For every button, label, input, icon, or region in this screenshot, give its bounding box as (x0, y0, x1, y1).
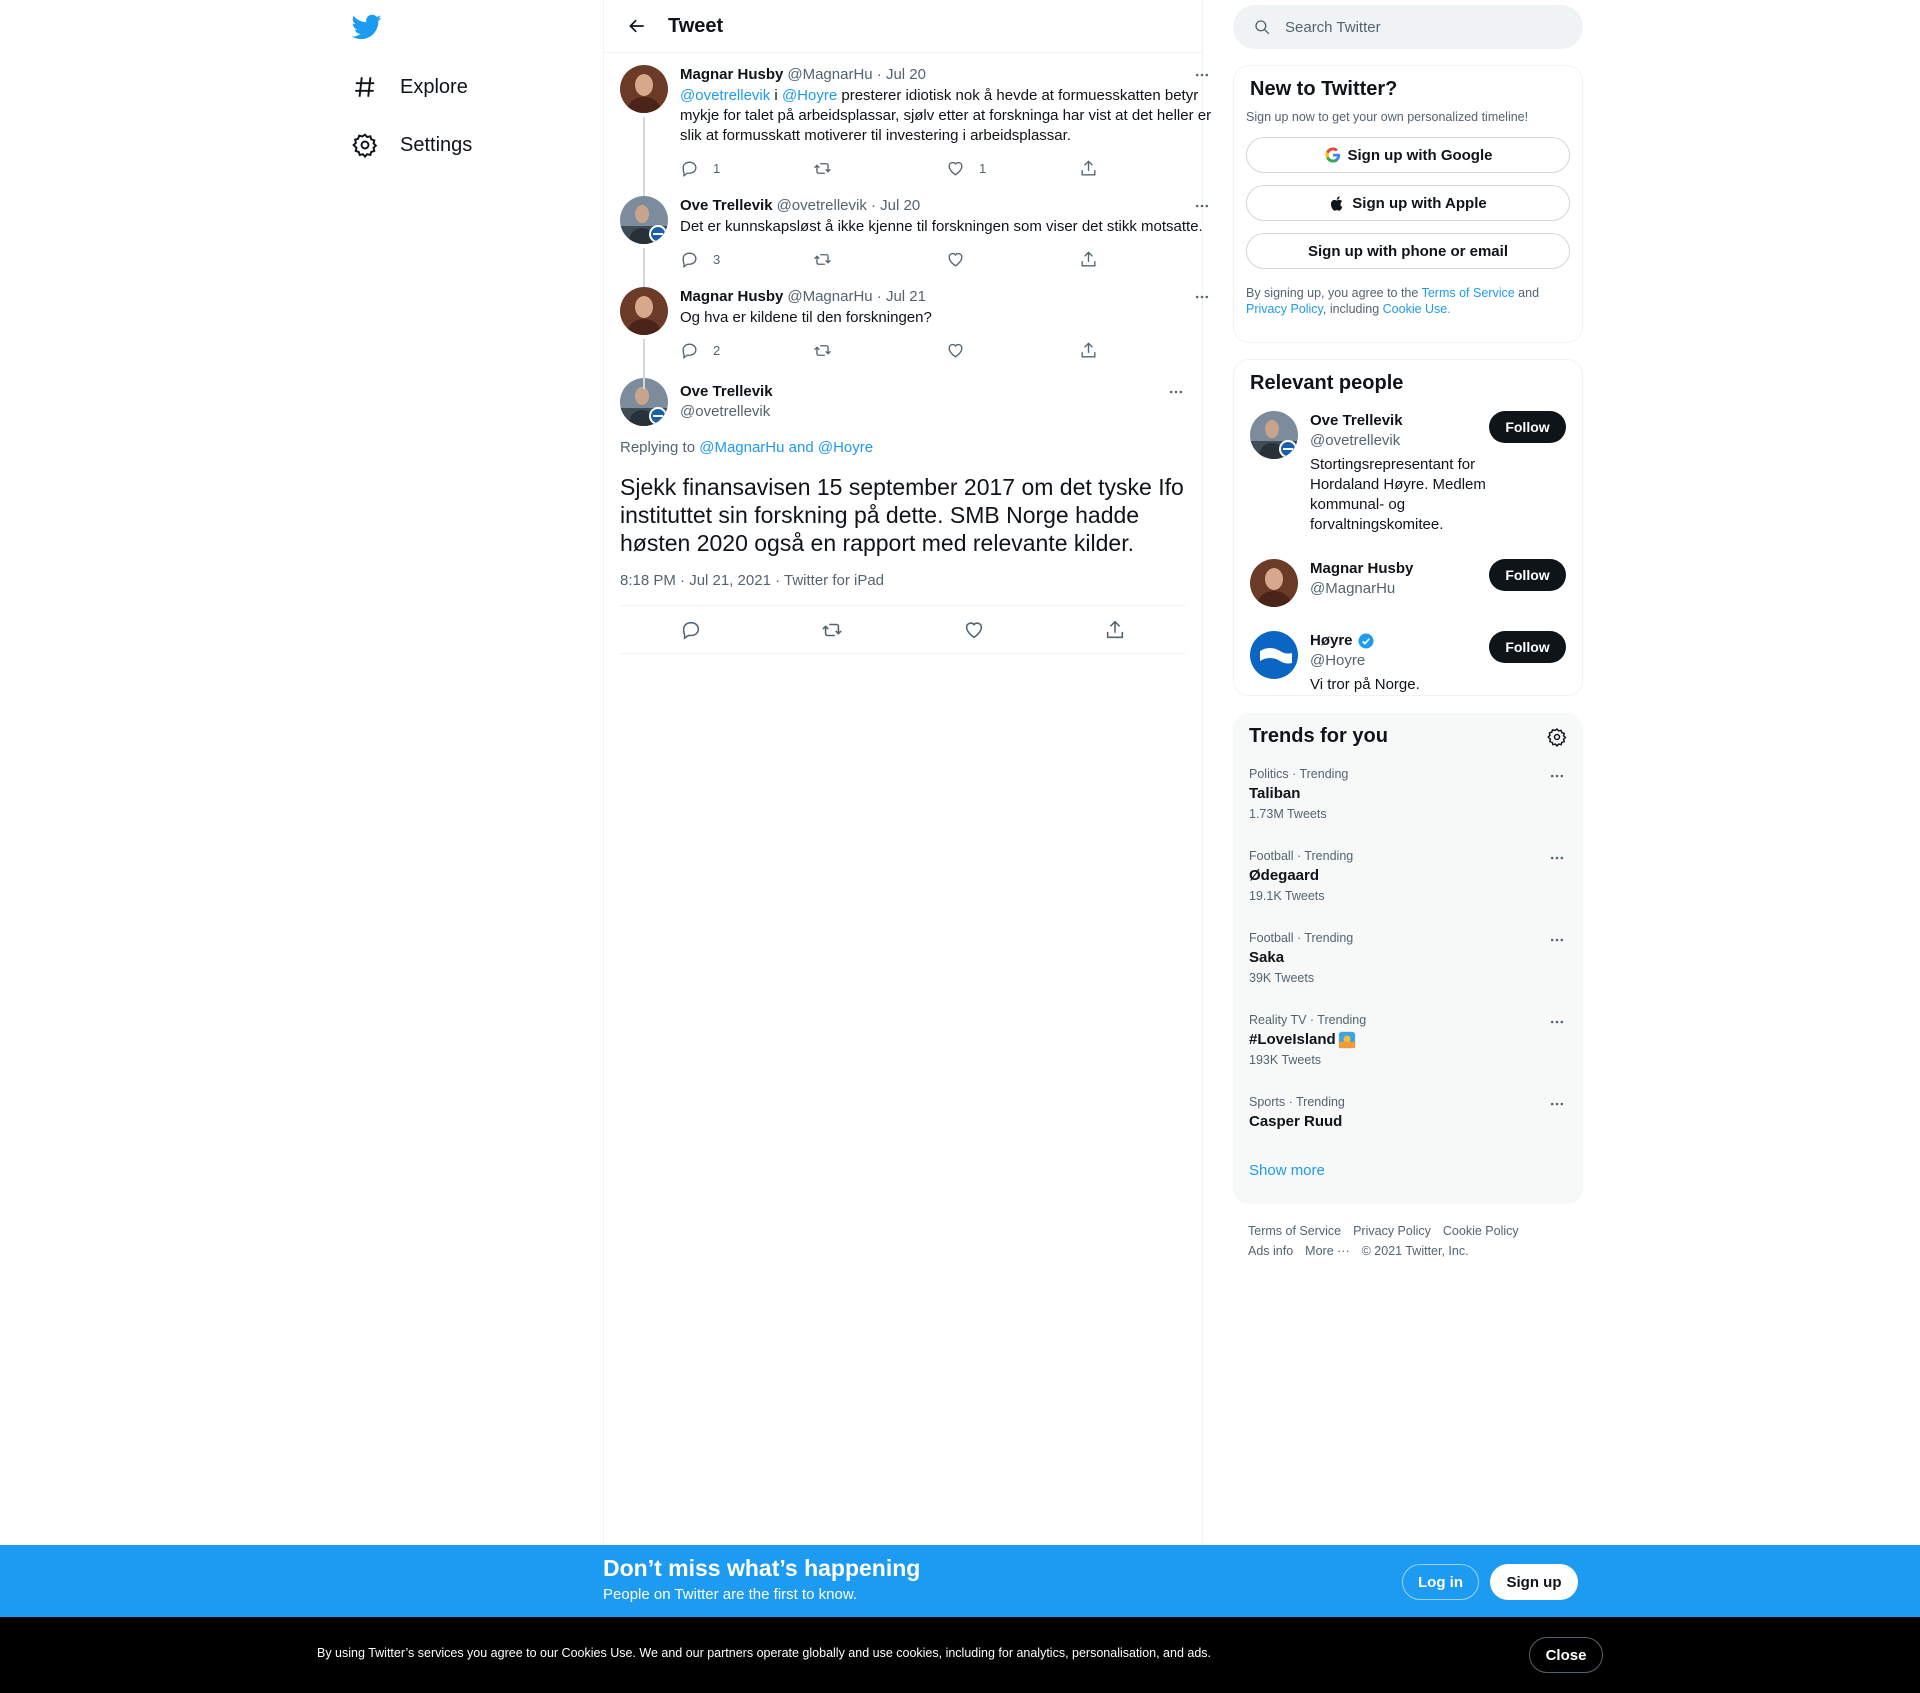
terms-text: , including (1322, 302, 1383, 316)
trend-category: Sports · Trending (1249, 1095, 1345, 1109)
replying-to (620, 438, 1186, 458)
trend-category: Politics · Trending (1249, 767, 1349, 781)
main-column (603, 0, 1212, 1545)
login-button[interactable]: Log in (1402, 1564, 1479, 1600)
person-item[interactable] (1234, 547, 1582, 619)
trends-title: Trends for you (1249, 725, 1388, 747)
reply-icon (680, 159, 699, 178)
replying-prefix: Replying to (620, 439, 700, 456)
share-button[interactable] (1079, 250, 1212, 269)
follow-button[interactable]: Follow (1489, 631, 1566, 663)
person-bio: Vi tror på Norge. (1310, 676, 1420, 693)
signup-google-button[interactable] (1246, 137, 1570, 173)
trend-item[interactable] (1233, 918, 1583, 1000)
tweet-meta[interactable]: @MagnarHu · Jul 21 (787, 288, 926, 305)
cookie-close-button[interactable]: Close (1529, 1637, 1603, 1673)
reply-count: 2 (713, 342, 721, 358)
signup-banner (0, 1545, 1920, 1617)
signup-button[interactable]: Sign up (1490, 1564, 1578, 1600)
more-icon[interactable] (1166, 382, 1186, 402)
more-icon[interactable] (1547, 1094, 1567, 1114)
share-icon (1079, 159, 1098, 178)
like-button[interactable] (946, 159, 1079, 178)
reply-button[interactable] (680, 341, 813, 360)
avatar-ove[interactable] (620, 196, 668, 244)
avatar-hoyre[interactable] (1250, 631, 1298, 679)
tweet-author-name[interactable]: Magnar Husby (680, 66, 784, 83)
focus-tweet-actions (620, 606, 1186, 654)
avatar-magnar[interactable] (620, 287, 668, 335)
nav-settings[interactable] (352, 125, 472, 165)
person-handle[interactable]: @Hoyre (1310, 652, 1366, 669)
nav-explore-label: Explore (400, 75, 468, 98)
tweet-meta[interactable]: @ovetrellevik · Jul 20 (776, 197, 921, 214)
cookie-text: By using Twitter’s services you agree to our Cookies Use. We and our partners operate globally and use cookies, including for analytics, personalisation, and ads. (317, 1646, 1212, 1660)
reply-icon (680, 341, 699, 360)
tweet-text: Det er kunnskapsløst å ikke kjenne til forskningen som viser det stikk motsatte. (680, 218, 1203, 235)
show-more-link[interactable]: Show more (1249, 1162, 1325, 1179)
trend-count: 193K Tweets (1249, 1053, 1322, 1067)
heart-icon (946, 341, 965, 360)
trend-name: Taliban (1249, 785, 1301, 802)
more-icon[interactable] (1547, 930, 1567, 950)
avatar-magnar[interactable] (620, 65, 668, 113)
person-item[interactable] (1234, 619, 1582, 707)
footer-terms[interactable]: Terms of Service (1248, 1224, 1342, 1238)
focus-author-name[interactable]: Ove Trellevik (680, 383, 773, 400)
trend-count: 39K Tweets (1249, 971, 1315, 985)
share-button[interactable] (1079, 341, 1212, 360)
mention-link[interactable]: @ovetrellevik (680, 87, 771, 104)
footer-ads[interactable]: Ads info (1248, 1244, 1294, 1258)
footer-copyright: © 2021 Twitter, Inc. (1361, 1244, 1469, 1258)
person-name[interactable]: Høyre (1310, 632, 1353, 649)
page-title: Tweet (668, 14, 724, 37)
trend-category: Football · Trending (1249, 849, 1354, 863)
signup-card (1233, 65, 1583, 343)
person-handle[interactable]: @ovetrellevik (1310, 432, 1401, 449)
search-input[interactable] (1285, 19, 1565, 36)
tweet-text-part: i (770, 87, 782, 104)
tweet-text: Og hva er kildene til den forskningen? (680, 309, 932, 326)
settings-gear-icon[interactable] (1547, 727, 1567, 747)
share-icon (1079, 250, 1098, 269)
trend-category: Football · Trending (1249, 931, 1354, 945)
like-button[interactable] (946, 341, 1079, 360)
heart-icon[interactable] (963, 619, 985, 641)
more-icon[interactable] (1547, 848, 1567, 868)
heart-icon (946, 250, 965, 269)
footer-privacy[interactable]: Privacy Policy (1353, 1224, 1431, 1238)
footer-links (1248, 1221, 1531, 1261)
reply-button[interactable] (680, 250, 813, 269)
signup-terms (1234, 281, 1582, 317)
person-name[interactable]: Ove Trellevik (1310, 412, 1403, 429)
terms-text: and (1514, 286, 1540, 300)
share-button[interactable] (1079, 159, 1212, 178)
banner-title: Don’t miss what’s happening (603, 1555, 921, 1581)
cookie-link[interactable]: Cookie Use. (1382, 302, 1451, 316)
avatar-ove[interactable] (1250, 411, 1298, 459)
signup-apple-button[interactable] (1246, 185, 1570, 221)
follow-button[interactable]: Follow (1489, 559, 1566, 591)
signup-google-label: Sign up with Google (1347, 146, 1493, 164)
focus-tweet-text: Sjekk finansavisen 15 september 2017 om det tyske Ifo instituttet sin forskning på dette. SMB Norge hadde høsten 2020 også en rapport med relevante kilder. (620, 474, 1184, 556)
trend-count: 1.73M Tweets (1249, 807, 1327, 821)
like-button[interactable] (946, 250, 1079, 269)
signup-phone-button[interactable] (1246, 233, 1570, 269)
trend-item[interactable] (1233, 836, 1583, 918)
signup-apple-label: Sign up with Apple (1352, 194, 1487, 212)
like-count: 1 (979, 160, 987, 176)
gear-icon (352, 132, 378, 158)
replying-to-links[interactable]: @MagnarHu and @Hoyre (699, 439, 874, 456)
reply-icon (680, 250, 699, 269)
signup-card-subtitle: Sign up now to get your own personalized timeline! (1246, 110, 1529, 124)
tweet-text-part: presterer idiotisk nok å hevde at formuesskatten betyr mykje for talet på arbeidsplassar, sjølv etter at forskninga har vist at det heller er slik at formusskatt motiverer til investering i arbeidsplassar. (680, 87, 1212, 144)
signup-phone-label: Sign up with phone or email (1307, 242, 1508, 260)
person-bio: Stortingsrepresentant for Hordaland Høyre. Medlem kommunal- og forvaltningskomitee. (1310, 456, 1486, 533)
more-icon[interactable] (1547, 766, 1567, 786)
terms-link[interactable]: Terms of Service (1421, 286, 1515, 300)
person-name[interactable]: Magnar Husby (1310, 560, 1414, 577)
reply-button[interactable] (680, 159, 813, 178)
share-icon[interactable] (1104, 619, 1126, 641)
avatar-magnar[interactable] (1250, 559, 1298, 607)
banner-subtitle: People on Twitter are the first to know. (603, 1586, 858, 1603)
focus-author-handle[interactable]: @ovetrellevik (680, 403, 771, 420)
trend-name: Casper Ruud (1249, 1113, 1343, 1130)
twitter-logo-icon[interactable] (352, 12, 384, 44)
retweet-button[interactable] (813, 159, 946, 178)
more-icon[interactable] (1192, 287, 1212, 307)
nav-explore[interactable] (352, 67, 468, 107)
retweet-button[interactable] (813, 250, 946, 269)
retweet-button[interactable] (813, 341, 946, 360)
trend-item[interactable] (1233, 1000, 1583, 1082)
trend-name: Ødegaard (1249, 867, 1320, 884)
tweet-author-name[interactable]: Ove Trellevik (680, 197, 773, 214)
footer-more[interactable]: More ··· (1305, 1244, 1350, 1258)
page-header (604, 0, 1202, 53)
trend-name: Saka (1249, 949, 1285, 966)
tweet-author-name[interactable]: Magnar Husby (680, 288, 784, 305)
trend-category: Reality TV · Trending (1249, 1013, 1367, 1027)
thread-tweet[interactable] (604, 53, 1212, 184)
nav-settings-label: Settings (400, 133, 473, 156)
terms-text: By signing up, you agree to the (1246, 286, 1422, 300)
tweet-text (680, 86, 1212, 146)
retweet-icon (813, 341, 832, 360)
thread-tweet[interactable] (604, 184, 1202, 275)
signup-card-title: New to Twitter? (1250, 78, 1398, 100)
reply-icon[interactable] (680, 619, 702, 641)
google-icon (1324, 146, 1342, 164)
share-icon (1079, 341, 1098, 360)
reply-count: 3 (713, 251, 721, 267)
thread-line (643, 339, 645, 389)
trend-count: 19.1K Tweets (1249, 889, 1325, 903)
love-island-emoji-icon (1338, 1031, 1356, 1049)
thread-tweet[interactable] (604, 275, 1202, 366)
privacy-link[interactable]: Privacy Policy (1246, 302, 1323, 316)
person-handle[interactable]: @MagnarHu (1310, 580, 1396, 597)
trend-name: #LoveIsland (1249, 1031, 1336, 1048)
more-icon[interactable] (1192, 196, 1212, 216)
person-item[interactable] (1234, 399, 1582, 547)
focused-tweet (604, 366, 1202, 654)
retweet-icon (813, 250, 832, 269)
more-icon[interactable] (1547, 1012, 1567, 1032)
retweet-icon[interactable] (821, 619, 843, 641)
search-box[interactable] (1233, 5, 1583, 49)
follow-button[interactable]: Follow (1489, 411, 1566, 443)
tweet-actions (680, 243, 1212, 275)
relevant-people-title: Relevant people (1250, 372, 1404, 394)
trends-card (1233, 713, 1583, 1204)
tweet-actions (680, 152, 1212, 184)
trend-item[interactable] (1233, 1082, 1583, 1146)
more-icon[interactable] (1192, 65, 1212, 85)
retweet-icon (813, 159, 832, 178)
search-icon (1253, 18, 1271, 36)
mention-link[interactable]: @Hoyre (781, 87, 838, 104)
back-arrow-icon[interactable] (620, 9, 654, 43)
trend-item[interactable] (1233, 754, 1583, 836)
apple-icon (1329, 195, 1346, 212)
hashtag-icon (352, 74, 378, 100)
reply-count: 1 (713, 160, 721, 176)
tweet-meta[interactable]: @MagnarHu · Jul 20 (787, 66, 926, 83)
focus-tweet-timestamp[interactable]: 8:18 PM · Jul 21, 2021 · Twitter for iPad (620, 572, 1186, 606)
heart-icon (946, 159, 965, 178)
footer-cookie[interactable]: Cookie Policy (1442, 1224, 1519, 1238)
relevant-people-card (1233, 359, 1583, 696)
verified-badge-icon (1357, 632, 1375, 650)
cookie-banner (0, 1617, 1920, 1693)
tweet-actions (680, 334, 1212, 366)
